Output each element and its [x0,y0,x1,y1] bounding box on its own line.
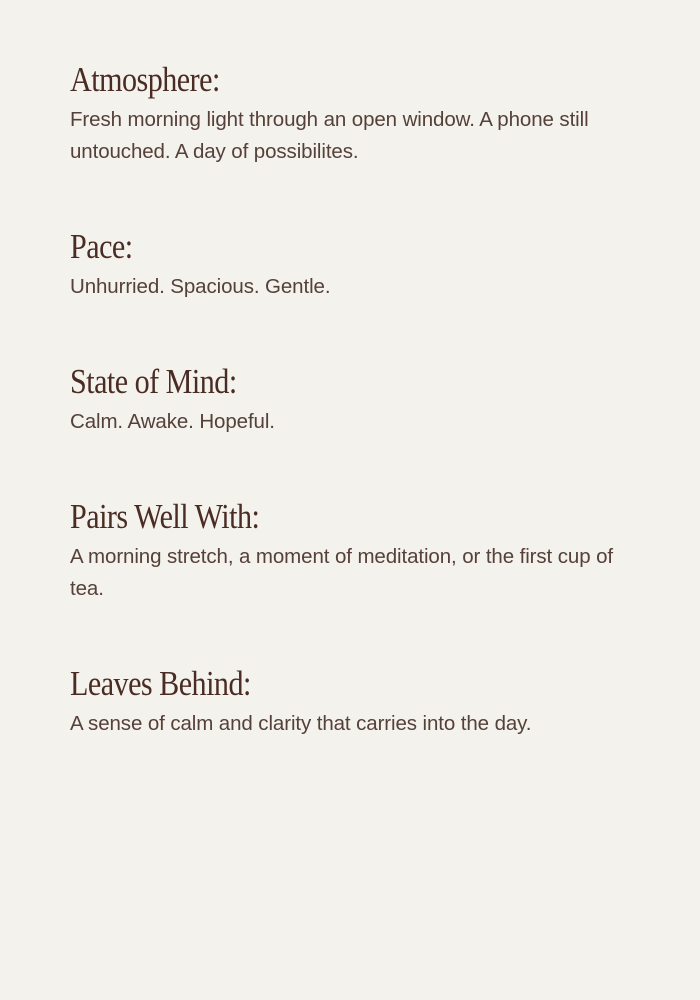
section-state-of-mind [70,358,650,438]
section-heading-pairs-well-with: Pairs Well With: [70,497,260,536]
section-pace [70,223,650,303]
section-atmosphere [70,56,650,168]
section-heading-pace: Pace: [70,227,133,266]
section-text-atmosphere: Fresh morning light through an open window. A phone still untouched. A day of possibilites. [70,108,589,163]
section-text-pairs-well-with: A morning stretch, a moment of meditation, or the first cup of tea. [70,545,613,600]
description-page [70,56,650,795]
section-leaves-behind [70,660,650,740]
section-text-pace: Unhurried. Spacious. Gentle. [70,275,331,298]
section-heading-state-of-mind: State of Mind: [70,362,237,401]
section-heading-atmosphere: Atmosphere: [70,60,220,99]
section-text-state-of-mind: Calm. Awake. Hopeful. [70,410,275,433]
section-text-leaves-behind: A sense of calm and clarity that carries into the day. [70,712,532,735]
section-heading-leaves-behind: Leaves Behind: [70,664,251,703]
section-pairs-well-with [70,493,650,605]
